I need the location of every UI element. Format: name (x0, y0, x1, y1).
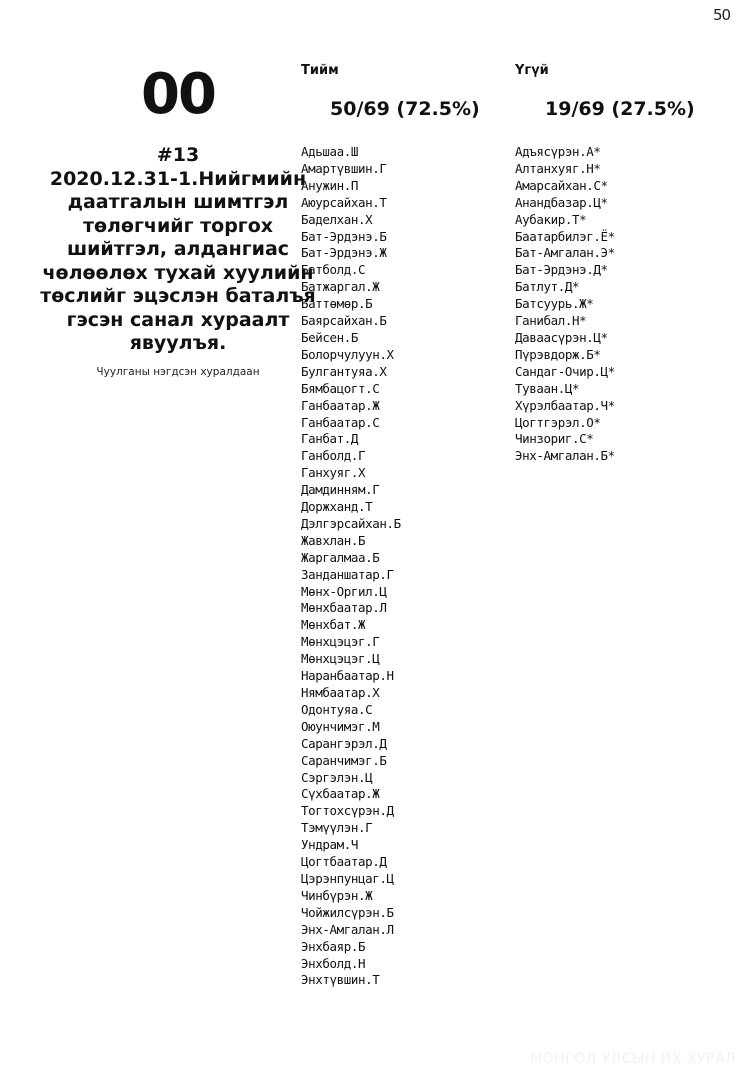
yes-column (301, 63, 501, 988)
no-count: 19/69 (27.5%) (545, 98, 695, 120)
yes-voter-name: Нямбаатар.Х (301, 685, 380, 700)
yes-voter-name: Бат-Эрдэнэ.Ж (301, 245, 387, 261)
yes-voter-name: Баделхан.Х (301, 211, 373, 227)
yes-voter-name: Амартүвшин.Г (301, 160, 387, 176)
session-number: 00 (141, 62, 215, 127)
yes-header: Тийм (301, 63, 339, 78)
yes-voter-name: Тэмүүлэн.Г (301, 820, 373, 836)
no-voter-name: Анандбазар.Ц* (515, 194, 608, 210)
yes-voter-name: Энхтүвшин.Т (301, 972, 380, 988)
yes-voter-name: Анужин.П (301, 177, 359, 193)
watermark: МОНГОЛ УЛСЫН ИХ ХУРАЛ (529, 1051, 736, 1067)
yes-voter-name: Занданшатар.Г (301, 566, 394, 582)
yes-voter-name: Тогтохсүрэн.Д (301, 803, 394, 819)
yes-voter-name: Дэлгэрсайхан.Б (301, 515, 401, 531)
yes-voter-name: Ганхуяг.Х (301, 465, 366, 481)
no-voter-name: Батлут.Д* (515, 279, 580, 295)
no-voter-name: Цогтгэрэл.О* (515, 414, 601, 430)
yes-voter-name: Бямбацогт.С (301, 380, 380, 396)
yes-voter-name: Саранчимэг.Б (301, 752, 387, 768)
yes-voter-name: Дамдинням.Г (301, 482, 380, 498)
yes-voter-name: Жавхлан.Б (301, 532, 366, 548)
yes-voter-name: Мөнхбат.Ж (301, 617, 366, 633)
yes-voter-name: Ганбаатар.Ж (301, 397, 380, 413)
no-voter-name: Аубакир.Т* (515, 211, 587, 227)
yes-voter-name: Мөнхцэцэг.Г (301, 634, 380, 650)
yes-voter-name: Баттөмөр.Б (301, 296, 373, 312)
yes-voter-name: Цогтбаатар.Д (301, 854, 387, 870)
yes-voter-name: Энхбаяр.Б (301, 938, 366, 954)
motion-text: 2020.12.31-1.Нийгмийн даатгалын шимтгэл төлөгчийг торгох шийтгэл, алдангиас чөлөөлөх тухай хуулийн төслийг эцэслэн баталъя гэсэн санал хураалт явуулъя. (40, 167, 316, 354)
no-voter-name: Адъясүрэн.А* (515, 144, 601, 159)
yes-voter-name: Булгантуяа.Х (301, 363, 387, 379)
no-voter-name: Алтанхуяг.Н* (515, 160, 601, 176)
yes-voter-name: Доржханд.Т (301, 499, 373, 515)
no-voter-name: Сандаг-Очир.Ц* (515, 363, 615, 379)
yes-voter-name: Бейсен.Б (301, 329, 359, 345)
no-voter-name: Бат-Амгалан.Э* (515, 245, 615, 261)
no-voter-name: Амарсайхан.С* (515, 177, 608, 193)
no-voter-name: Даваасүрэн.Ц* (515, 329, 608, 345)
no-voter-name: Пүрэвдорж.Б* (515, 346, 601, 362)
yes-voter-name: Батболд.С (301, 262, 366, 278)
yes-count: 50/69 (72.5%) (330, 98, 480, 120)
no-voter-name: Хүрэлбаатар.Ч* (515, 397, 615, 413)
yes-voter-name: Ганбаатар.С (301, 414, 380, 430)
no-voter-name: Батсуурь.Ж* (515, 296, 594, 312)
yes-voter-name: Мөнхбаатар.Л (301, 600, 387, 616)
yes-voter-name: Одонтуяа.С (301, 701, 373, 717)
yes-voter-name: Ганболд.Г (301, 448, 366, 464)
yes-voter-name: Бат-Эрдэнэ.Б (301, 228, 387, 244)
no-voter-name: Энх-Амгалан.Б* (515, 448, 615, 464)
yes-voter-name: Аюурсайхан.Т (301, 194, 387, 210)
session-type: Чуулганы нэгдсэн хуралдаан (96, 365, 260, 378)
yes-voter-name: Сарангэрэл.Д (301, 735, 387, 751)
yes-voter-name: Энх-Амгалан.Л (301, 921, 394, 937)
yes-voter-list (301, 144, 401, 989)
yes-voter-name: Болорчулуун.Х (301, 346, 394, 362)
yes-voter-name: Чойжилсүрэн.Б (301, 904, 394, 920)
yes-voter-name: Энхболд.Н (301, 955, 366, 971)
yes-voter-name: Мөнхцэцэг.Ц (301, 651, 380, 667)
motion-id: #13 (156, 144, 200, 166)
yes-voter-name: Мөнх-Оргил.Ц (301, 583, 387, 599)
page-number: 50 (713, 6, 731, 24)
motion-block (40, 144, 316, 356)
no-column (515, 63, 715, 464)
yes-voter-name: Баярсайхан.Б (301, 313, 387, 329)
no-voter-name: Туваан.Ц* (515, 380, 580, 396)
no-voter-name: Ганибал.Н* (515, 313, 587, 329)
yes-voter-name: Адьшаа.Ш (301, 144, 359, 159)
no-voter-name: Бат-Эрдэнэ.Д* (515, 262, 608, 278)
yes-voter-name: Оюунчимэг.М (301, 718, 380, 734)
no-voter-name: Баатарбилэг.Ё* (515, 228, 615, 244)
yes-voter-name: Сэргэлэн.Ц (301, 769, 373, 785)
yes-voter-name: Цэрэнпунцаг.Ц (301, 870, 394, 886)
yes-voter-name: Жаргалмаа.Б (301, 549, 380, 565)
no-voter-name: Чинзориг.С* (515, 431, 594, 447)
no-voter-list (515, 144, 615, 465)
yes-voter-name: Наранбаатар.Н (301, 668, 394, 684)
motion-panel (40, 60, 316, 379)
yes-voter-name: Ундрам.Ч (301, 837, 359, 853)
yes-voter-name: Сүхбаатар.Ж (301, 786, 380, 802)
no-header: Үгүй (515, 63, 549, 78)
yes-voter-name: Ганбат.Д (301, 431, 359, 447)
yes-voter-name: Чинбүрэн.Ж (301, 887, 373, 903)
yes-voter-name: Батжаргал.Ж (301, 279, 380, 295)
